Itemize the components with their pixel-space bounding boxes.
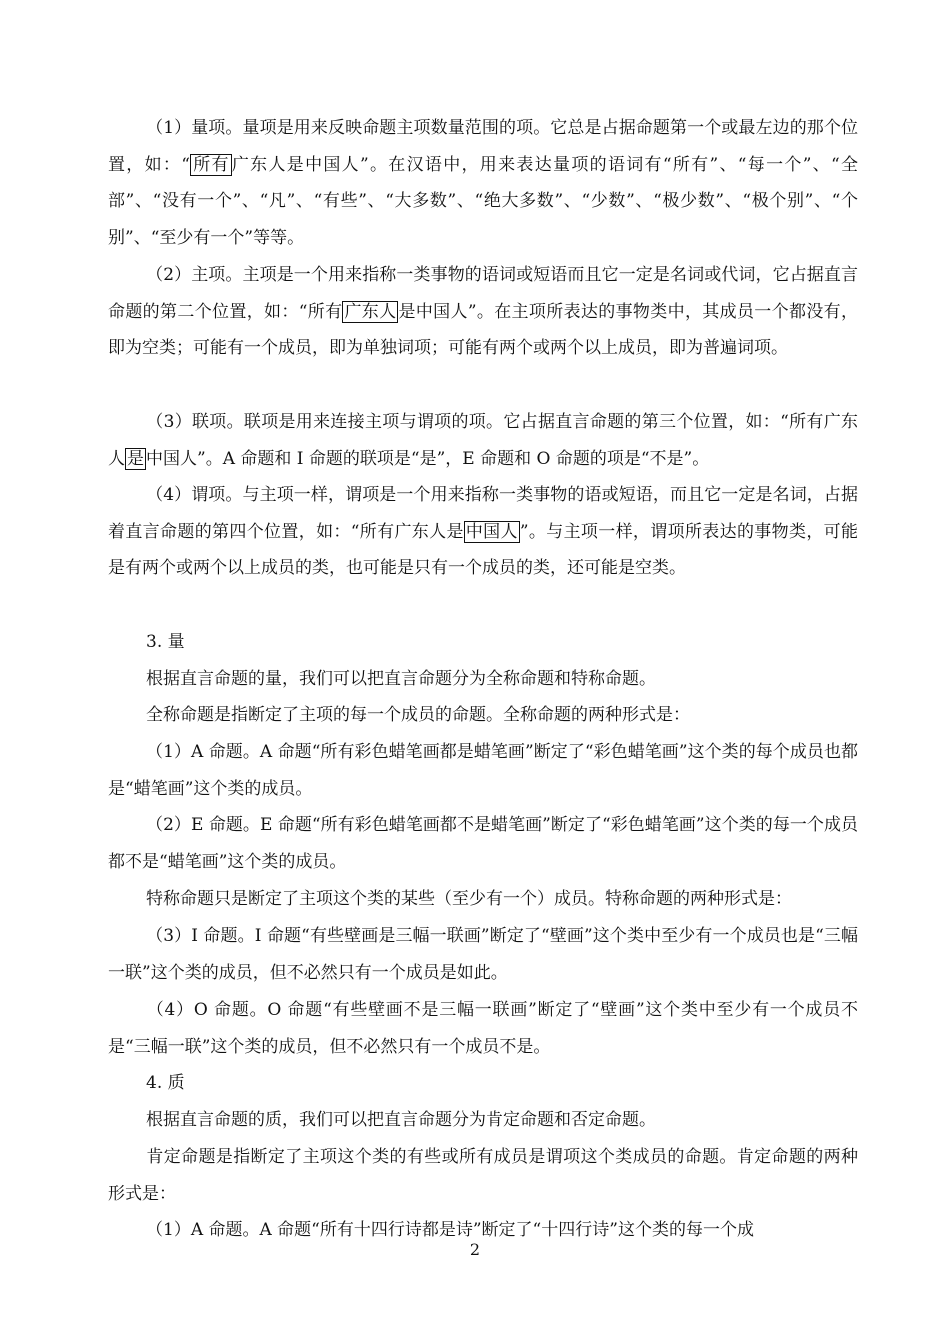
paragraph-quantifier — [108, 110, 858, 256]
paragraph-text: 是中国人”。在主项所表达的事物类中，其成员一个都没有，即为空类；可能有一个成员，即为单独词项；可能有两个或两个以上成员，即为普遍词项。 — [108, 301, 858, 359]
paragraph-text: （4）O 命题。O 命题“有些壁画不是三幅一联画”断定了“壁画”这个类中至少有一个成员不是“三幅一联”这个类的成员，但不必然只有一个成员不是。 — [108, 1000, 858, 1057]
paragraph-text: （4）谓项。与主项一样，谓项是一个用来指称一类事物的语或短语，而且它一定是名词，占据着直言命题的第四个位置，如：“所有广东人是 — [108, 485, 858, 542]
paragraph-text: 广东人是中国人”。在汉语中，用来表达量项的语词有“所有”、“每一个”、“全部”、“没有一个”、“凡”、“有些”、“大多数”、“绝大多数”、“少数”、“极少数”、“极个别”、“个别”、“至少有一个”等等。 — [108, 154, 858, 248]
boxed-term: 广东人 — [344, 301, 397, 322]
paragraph-subject — [108, 257, 858, 367]
paragraph-quantity-intro — [108, 661, 858, 698]
paragraph-copula — [108, 404, 858, 477]
boxed-term: 是 — [127, 448, 144, 469]
paragraph-text: （1）A 命题。A 命题“所有十四行诗都是诗”断定了“十四行诗”这个类的每一个成 — [146, 1220, 754, 1240]
paragraph-text: 3. 量 — [146, 632, 185, 652]
paragraph-text: 特称命题只是断定了主项这个类的某些（至少有一个）成员。特称命题的两种形式是： — [146, 889, 792, 909]
paragraph-particular-intro — [108, 881, 858, 918]
paragraph-text: （1）A 命题。A 命题“所有彩色蜡笔画都是蜡笔画”断定了“彩色蜡笔画”这个类的每个成员也都是“蜡笔画”这个类的成员。 — [108, 742, 858, 799]
paragraph-e-proposition — [108, 807, 858, 880]
paragraph-quality-intro — [108, 1102, 858, 1139]
paragraph-text: （3）I 命题。I 命题“有些壁画是三幅一联画”断定了“壁画”这个类中至少有一个成员也是“三幅一联”这个类的成员，但不必然只有一个成员是如此。 — [108, 926, 858, 983]
paragraph-a-proposition — [108, 734, 858, 807]
paragraph-text: 根据直言命题的量，我们可以把直言命题分为全称命题和特称命题。 — [146, 669, 656, 689]
section-heading-quality — [108, 1065, 858, 1102]
paragraph-text: 4. 质 — [146, 1073, 185, 1093]
paragraph-i-proposition — [108, 918, 858, 991]
boxed-term: 中国人 — [465, 521, 518, 542]
paragraph-text: （2）主项。主项是一个用来指称一类事物的语词或短语而且它一定是名词或代词，它占据直言命题的第二个位置，如：“所有 — [108, 265, 858, 322]
paragraph-universal-intro — [108, 697, 858, 734]
paragraph-text: 根据直言命题的质，我们可以把直言命题分为肯定命题和否定命题。 — [146, 1110, 656, 1130]
paragraph-text: （2）E 命题。E 命题“所有彩色蜡笔画都不是蜡笔画”断定了“彩色蜡笔画”这个类的每一个成员都不是“蜡笔画”这个类的成员。 — [108, 815, 858, 872]
paragraph-text: 中国人”。A 命题和 I 命题的联项是“是”，E 命题和 O 命题的项是“不是”。 — [146, 448, 710, 469]
paragraph-predicate — [108, 477, 858, 587]
paragraph-o-proposition — [108, 992, 858, 1065]
paragraph-text: ”。与主项一样，谓项所表达的事物类，可能是有两个或两个以上成员的类，也可能是只有一个成员的类，还可能是空类。 — [108, 521, 858, 579]
paragraph-text: 肯定命题是指断定了主项这个类的有些或所有成员是谓项这个类成员的命题。肯定命题的两种形式是： — [108, 1147, 858, 1204]
section-heading-quantity — [108, 624, 858, 661]
paragraph-text: （3）联项。联项是用来连接主项与谓项的项。它占据直言命题的第三个位置，如：“所有广东人 — [108, 412, 858, 469]
paragraph-affirmative-intro — [108, 1139, 858, 1212]
paragraph-text: 全称命题是指断定了主项的每一个成员的命题。全称命题的两种形式是： — [146, 705, 690, 725]
paragraph-text: （1）量项。量项是用来反映命题主项数量范围的项。它总是占据命题第一个或最左边的那个位置，如：“ — [108, 118, 858, 175]
boxed-term: 所有 — [191, 154, 230, 175]
page-number: 2 — [469, 1240, 481, 1259]
